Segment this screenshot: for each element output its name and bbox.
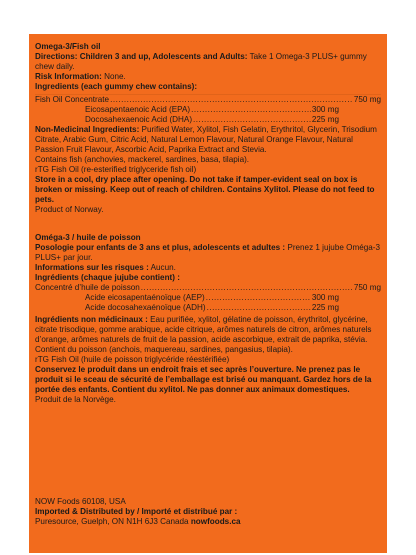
en-allergen: Contains fish (anchovies, mackerel, sardines, basa, tilapia). [35,155,250,164]
fr-directions-text: Prenez 1 jujube Oméga-3 PLUS+ par jour. [35,243,380,262]
en-fish-oil-label: Fish Oil Concentrate [35,95,110,104]
en-epa-leader [191,105,311,115]
fr-fish-oil-label: Concentré d’huile de poisson [35,283,140,292]
en-risk [35,72,381,82]
fr-title: Oméga-3 / huile de poisson [35,233,141,242]
en-dha-leader [193,115,311,125]
en-directions-label: Directions: Children 3 and up, Adolescents and Adults: [35,52,248,61]
fr-epa-value: 300 mg [311,293,339,302]
en-epa-value: 300 mg [311,105,339,114]
en-fish-oil-leader [110,95,353,105]
fr-nonmedicinal [35,315,381,345]
fr-storage-warning: Conservez le produit dans un endroit frais et sec après l’ouverture. Ne prenez pas le produit si le sceau de sécurité de l’emballage est brisé ou manquant. Gardez hors de la portée des enfants. Contient du xylitol. Ne pas donner aux animaux domestiques. [35,365,372,394]
fr-origin: Produit de la Norvège. [35,395,116,404]
french-section [35,233,381,405]
en-dha-value: 225 mg [311,115,339,124]
en-storage-warning: Store in a cool, dry place after opening. Do not take if tamper-evident seal on box is broken or missing. Keep out of reach of children. Contains Xylitol. Please do not feed to pets. [35,175,375,204]
website-text: nowfoods.ca [190,517,241,526]
english-section [35,42,381,215]
fr-dha-leader [207,303,311,313]
fr-risk [35,263,381,273]
fr-fish-oil-value: 750 mg [353,283,381,292]
fr-ingredients-heading: Ingrédients (chaque jujube contient) : [35,273,180,282]
en-ingredients-divider [35,94,381,95]
en-nonmedicinal [35,125,381,155]
en-dha-row [35,115,381,125]
importer-label: Imported & Distributed by / Importé et distribué par : [35,507,238,516]
en-origin: Product of Norway. [35,205,104,214]
en-epa-label: Eicosapentaenoic Acid (EPA) [85,105,191,114]
manufacturer-footer [35,497,381,527]
fr-risk-label: Informations sur les risques : [35,263,149,272]
product-label-panel [29,34,387,553]
fr-fish-oil-row [35,283,381,293]
en-risk-label: Risk Information: [35,72,102,81]
fr-nonmed-label: Ingrédients non médicinaux : [35,315,148,324]
fr-epa-leader [206,293,311,303]
fr-rtg: rTG Fish Oil (huile de poisson triglycéride réestérifiée) [35,355,230,364]
en-ingredients-heading: Ingredients (each gummy chew contains): [35,82,198,91]
fr-fish-oil-leader [141,283,353,293]
en-directions [35,52,381,72]
en-nonmed-label: Non-Medicinal Ingredients: [35,125,140,134]
fr-directions [35,243,381,263]
en-dha-label: Docosahexaenoic Acid (DHA) [85,115,193,124]
importer-address-text: Puresource, Guelph, ON N1H 6J3 Canada [35,517,189,526]
section-spacer [35,215,381,233]
fr-risk-text: Aucun. [148,263,176,272]
en-epa-row [35,105,381,115]
fr-epa-label: Acide eicosapentaénoïque (AEP) [85,293,205,302]
en-risk-text: None. [101,72,126,81]
fr-dha-row [35,303,381,313]
en-fish-oil-row [35,95,381,105]
fr-nonmed-text: Eau purifiée, xylitol, gélatine de poisson, érythritol, glycérine, citrate trisodique, gomme arabique, acide citrique, arômes naturels de citron, arômes naturels d’orange, arômes naturels de fruit de la passion, acide ascorbique, extrait de paprika, stévia. [35,315,372,344]
en-directions-text: Take 1 Omega-3 PLUS+ gummy chew daily. [35,52,367,71]
en-title: Omega-3/Fish oil [35,42,101,51]
manufacturer-line: NOW Foods 60108, USA [35,497,126,506]
fr-directions-label: Posologie pour enfants de 3 ans et plus, adolescents et adultes : [35,243,286,252]
en-fish-oil-value: 750 mg [353,95,381,104]
importer-address [35,517,381,527]
fr-dha-label: Acide docosahexaénoïque (ADH) [85,303,206,312]
en-nonmed-text: Purified Water, Xylitol, Fish Gelatin, Erythritol, Glycerin, Trisodium Citrate, Arabic Gum, Citric Acid, Natural Lemon Flavour, Natural Orange Flavour, Natural Passion Fruit Flavour, Ascorbic Acid, Paprika Extract and Stevia. [35,125,377,154]
en-rtg: rTG Fish Oil (re-esterified triglyceride fish oil) [35,165,197,174]
fr-allergen: Contient du poisson (anchois, maquereau, sardines, pangasius, tilapia). [35,345,293,354]
fr-epa-row [35,293,381,303]
fr-dha-value: 225 mg [311,303,339,312]
